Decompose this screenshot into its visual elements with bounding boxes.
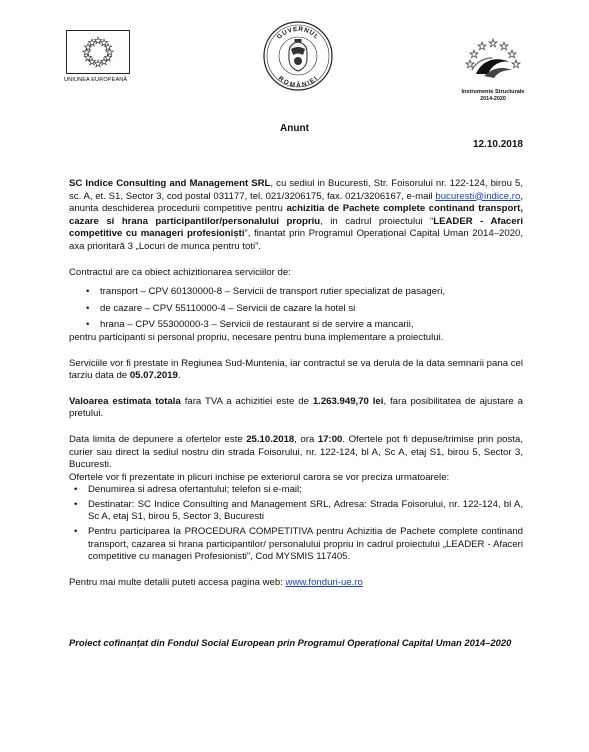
submission-date: 25.10.2018: [246, 433, 295, 445]
more-details-text: Pentru mai multe detalii puteti accesa pagina web:: [69, 576, 286, 588]
more-details-paragraph: [69, 577, 523, 590]
list-item: • Destinatar: SC Indice Consulting and Management SRL, Adresa: Strada Foisorului, nr. 122-124, bl A, Sc A, etaj S1, birou 5, Sector 3, Bucuresti: [69, 499, 523, 524]
envelope-requirements-list: [69, 484, 523, 564]
gov-emblem-top-text: GUVERNUL: [275, 25, 321, 41]
location-text-end: .: [177, 370, 181, 382]
eu-flag-icon: [66, 30, 130, 74]
deadline-text-1: Data limita de depunere a ofertelor este: [69, 433, 247, 445]
contract-object-paragraph: Contractul are ca obiect achizitionarea serviciilor de:: [69, 266, 291, 278]
company-name: SC Indice Consulting and Management SRL: [69, 178, 271, 189]
list-item: • transport – CPV 60130000-8 – Servicii de transport rutier specializat de pasageri,: [81, 286, 523, 299]
list-item: • Denumirea si adresa ofertantului; telefon si e-mail;: [69, 484, 523, 497]
email-link[interactable]: bucuresti@indice.ro: [435, 190, 521, 202]
page-title: Anunt: [280, 123, 309, 134]
intro-text-3: , in cadrul proiectului “: [320, 215, 434, 227]
announcement-body: [69, 178, 523, 589]
deadline-text-2: , ora: [294, 433, 318, 445]
services-purpose-paragraph: pentru participanti si personal propriu, necesare pentru buna implementare a proiectului.: [69, 331, 444, 343]
envelope-intro-paragraph: Ofertele vor fi prezentate in plicuri inchise pe exteriorul carora se vor preciza urmatoarele:: [69, 471, 450, 483]
value-text-end: , fara posibilitatea de ajustare a pretului.: [69, 395, 523, 420]
cofinancing-footer: Proiect cofinanțat din Fondul Social European prin Programul Operațional Capital Uman 2014–2020: [69, 637, 512, 648]
list-item: • de cazare – CPV 55110000-4 – Servicii de cazare la hotel si: [81, 303, 523, 316]
announcement-date: 12.10.2018: [472, 139, 523, 150]
location-text: Serviciile vor fi prestate in Regiunea Sud-Muntenia, iar contractul se va derula de la data semnarii pana cel tarziu data de: [69, 357, 523, 382]
service-location-paragraph: [69, 358, 523, 383]
intro-text-2: , anunta deschiderea procedurii competitive pentru: [69, 190, 523, 215]
submission-deadline-paragraph: [69, 434, 523, 472]
intro-text-4: ”, finantat prin Programul Operațional Capital Uman 2014–2020, axa prioritară 3 „Locuri de munca pentru toti”.: [69, 228, 523, 252]
estimated-value-label: Valoarea estimata totala: [69, 395, 181, 407]
services-list: [69, 286, 523, 332]
structural-instruments-years: 2014-2020: [480, 95, 506, 102]
project-name: LEADER - Afaceri competitive cu manageri profesioniști: [69, 215, 523, 240]
intro-text-1: , cu sediul in Bucuresti, Str. Foisorului nr. 122-124, birou 5, sc. A, et. S1, Sector 3, cod postal 031177, tel. 021/3206175, fax. 021/3206167, e-mail: [69, 178, 523, 202]
structural-instruments-logo: [443, 30, 543, 103]
intro-paragraph: [69, 178, 523, 254]
contract-end-date: 05.07.2019: [129, 370, 178, 382]
structural-instruments-caption: Instrumente Structurale: [461, 88, 525, 95]
gov-emblem-bottom-text: ROMÂNIEI: [276, 74, 320, 90]
procurement-object: achizitia de Pachete complete continand transport, cazare si hrana participantilor/personalului propriu: [69, 203, 524, 227]
website-link[interactable]: www.fonduri-ue.ro: [285, 576, 363, 588]
eu-logo: [64, 30, 136, 84]
government-emblem-icon: [261, 19, 335, 93]
structural-instruments-icon: [462, 30, 524, 82]
deadline-text-3: . Ofertele pot fi depuse/trimise prin posta, curier sau direct la sediul nostru din strada Foisorului, nr. 122-124, bl A, Sc A, etaj S1, birou 5, Sector 3, Bucuresti.: [69, 433, 523, 471]
estimated-value-paragraph: [69, 396, 523, 421]
list-item: • hrana – CPV 55300000-3 – Servicii de restaurant si de servire a mancarii,: [81, 319, 523, 332]
estimated-value-amount: 1.263.949,70 lei: [312, 395, 384, 407]
value-text: fara TVA a achizitiei este de: [180, 395, 313, 407]
eu-caption: UNIUNEA EUROPEANĂ: [64, 77, 128, 83]
submission-hour: 17:00: [317, 433, 343, 445]
list-item: • Pentru participarea la PROCEDURA COMPETITIVA pentru Achizitia de Pachete complete continand transport, cazarea si hrana participantilor/ personalului propriu in cadrul proiectului „LEADER - Afaceri competitive cu manageri Profesionisti”, Cod MYSMIS 117405.: [69, 526, 523, 564]
